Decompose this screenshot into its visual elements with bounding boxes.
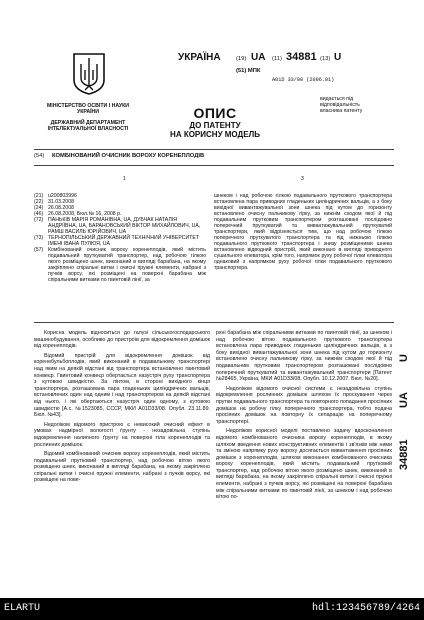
side-country-code: UA bbox=[398, 392, 410, 408]
biblio-46: (46) 26.08.2008, Бюл.№ 16, 2008 р. bbox=[34, 211, 122, 217]
invention-title: КОМБІНОВАНИЙ ОЧИСНИК ВОРОХУ КОРЕНЕПЛОДІВ bbox=[52, 153, 205, 159]
responsibility-note: видається під відповідальність власника патенту bbox=[320, 96, 363, 115]
footer-source: ELARTU bbox=[4, 603, 41, 614]
paragraph: рхні барабана між спіральними витками по гвинтовій лінії, за шнеком і над робочою вітою подавального пруткового транспортера встановлена пара приводних гладеньких циліндричних вальців, а з боку вихідної вивантажувальної зони шнека під кутом до горизонту встановлено очисну пальчикову гірку, за нижнім сходом якої й під подавальним прутковим транспортером розташовані послідовно поперечний пруткуватий та вивантажувальний транспортери [Патент №28465, Україна, МКИ А01D33/08. Опубл. 10.12.2007. Бюл. №20]. bbox=[216, 330, 392, 383]
document-title: ОПИС bbox=[193, 105, 237, 121]
column-mark-left: 1 bbox=[123, 176, 126, 182]
invention-code: (54) bbox=[34, 153, 45, 159]
biblio-22: (22) 31.03.2008 bbox=[34, 199, 74, 205]
document-subtitle-1: ДО ПАТЕНТУ bbox=[189, 121, 241, 130]
ministry-name: МІНІСТЕРСТВО ОСВІТИ І НАУКИ УКРАЇНИ bbox=[46, 103, 129, 116]
country-code: UA bbox=[251, 52, 266, 63]
claim-continuation: шнеком і над робочою гілкою подавального пруткового транспортера встановлена пара приводних гладеньких циліндричних вальців, а з боку вихідної вивантажувальної зони шнека під кутом до горизонту встановлено очисну пальчикову гірку, за нижнім сходом якої й під подавальним прутковим транспортером розташовані послідовно поперечний пруткуватий та вивантажувальний пруткуватий транспортери, який відрізняється тим, що над робочою гілкою поперечного пруткуватого транспортера та під нижньою гілкою подавального пруткового транспортера і знизу розміщеними шнека встановлено відводний пристрій, який виконано в вигляді приводного сушильного елеватора, крім того, напрямок руху робочої гілки елеватора однаковий з напрямком руху робочої гілки подавального пруткового транспортера. bbox=[214, 193, 392, 271]
document-subtitle-2: НА КОРИСНУ МОДЕЛЬ bbox=[170, 130, 260, 139]
coat-of-arms-icon bbox=[72, 52, 106, 96]
paragraph: Відомий комбінований очисник вороху коренеплодів, який містить подавальний прутковий транспортер, над робочою вітою якого розміщено шнек, виконаний в вигляді барабана, на якому закріплено спіральні витки і очисні пружні елементи, набрані з пучків ворсу, які розміщені на пове- bbox=[34, 451, 210, 484]
paragraph: Корисна модель відноситься до галузі сільськогосподарського машинобудування, особливо до пристроїв для відокремлення домішок від коренеплодів. bbox=[34, 330, 210, 350]
paragraph: Відомий пристрій для відокремлення домішок від коренебульбоплодів, який виконаний в подавальному транспортері над яким на деякій відстані від транспортера встановлено гвинтовий конвеєр. Гвинтовий конвеєр обертається назустріч руху транспортера з кутовою швидкістю. За пінтом, в стороні вихідного кінця транспортера, розташована пара гладеньких циліндричних вальців, встановлених один над одним і над транспортером на деякій відстані від нього, і які обертаються назустріч один одному, з кутовою швидкістю [А.с. №1523085, СССР, МКИ А01D33/08. Опубл. 23.11.89. Бюл. №43]. bbox=[34, 352, 210, 419]
divider-body bbox=[34, 322, 394, 323]
column-mark-right: 3 bbox=[301, 176, 304, 182]
bibliographic-data bbox=[34, 193, 212, 283]
biblio-73: (73) ТЕРНОПІЛЬСЬКИЙ ДЕРЖАВНИЙ ТЕХНІЧНИЙ УНІВЕРСИТЕТ ІМЕНІ ІВАНА ПУЛЮЯ, UA bbox=[34, 235, 199, 247]
footer-bar bbox=[0, 598, 424, 620]
biblio-21: (21) u200803996 bbox=[34, 193, 77, 199]
biblio-24: (24) 26.08.2008 bbox=[34, 205, 74, 211]
department-name: ДЕРЖАВНИЙ ДЕПАРТАМЕНТ ІНТЕЛЕКТУАЛЬНОЇ ВЛАСНОСТІ bbox=[47, 120, 129, 133]
side-patent-number: 34881 bbox=[398, 439, 410, 470]
patent-number: 34881 bbox=[286, 51, 317, 63]
divider-title bbox=[34, 165, 394, 166]
code-11: (11) bbox=[272, 56, 282, 62]
paragraph: Недоліком відомого очисної системи є незадовільна ступінь відокремлення рослинних домішок шляхом їх проскування через прутки подавального транспортера та повторного попадання просіяних домішок на робочу гілку поперечного транспортера, тобто подача просіяних домішок на повторну їх сепарацію на поперечному транспортері. bbox=[216, 385, 392, 425]
side-kind-code: U bbox=[398, 354, 410, 362]
description-right-column bbox=[216, 330, 392, 504]
kind-code: U bbox=[334, 52, 342, 63]
code-19: (19) bbox=[236, 56, 247, 62]
paragraph: Недоліком корисної моделі поставлено задачу вдосконалення відомого комбінованого очисника вороху коренеплодів, в якому шляхом введення нових конструктивних елементів і зв'язків між ними та зміною напрямку руху вороху досягається вивантаження просіяних домішок з коренеплодів, шляхом виконання комбінованого очисника вороху коренеплодів, який містить подавальний прутковий транспортер, над робочою вітою якого розміщено шнек, виконаний в вигляді барабана, на якому закріплено спіральні витки і очисні пружні елементи, набрані з пучків ворсу, які розміщені на поверхні барабана між спіральними витками по гвинтовій лінії, за шнеком і над робочою вітою по- bbox=[216, 428, 392, 501]
paragraph: Недоліком відомого пристрою є невисокий очисний ефект в умовах надмірної вологості ґрунту - незадовільна ступінь відокремлення налипного ґрунту на поверхні тіла коренеплодів та рослинних домішок. bbox=[34, 421, 210, 448]
ipc-code: A01D 33/08 (2006.01) bbox=[272, 77, 335, 83]
biblio-72: (72) ПАНЬКІВ МАРІЯ РОМАНІВНА, UA, ДУБЧАК НАТАЛІЯ АНДРІЇВНА, UA, БАРАНОВСЬКИЙ ВІКТОР МИХАЙЛОВИЧ, UA, РАМШ ВАСИЛЬ ЮРІЙОВИЧ, UA bbox=[34, 217, 201, 235]
code-13: (13) bbox=[320, 56, 331, 62]
description-left-column bbox=[34, 330, 210, 487]
footer-handle[interactable]: hdl:123456789/4264 bbox=[311, 603, 420, 614]
divider-top bbox=[34, 149, 394, 150]
ipc-label: (51) МПК bbox=[236, 68, 261, 74]
biblio-57: (57) Комбінований очисник вороху коренеплодів, який містить подавальний пруткуватий транспортер, над робочою гілкою якого розміщено шнек, виконаний в вигляді барабана, на якому закріплено спіральні витки і очисні пружні елементи, набрані з пучків ворсу, які розміщені на поверхні барабана між спіральними витками по гвинтовій лінії, за bbox=[34, 247, 206, 283]
country-name: УКРАЇНА bbox=[178, 52, 221, 63]
